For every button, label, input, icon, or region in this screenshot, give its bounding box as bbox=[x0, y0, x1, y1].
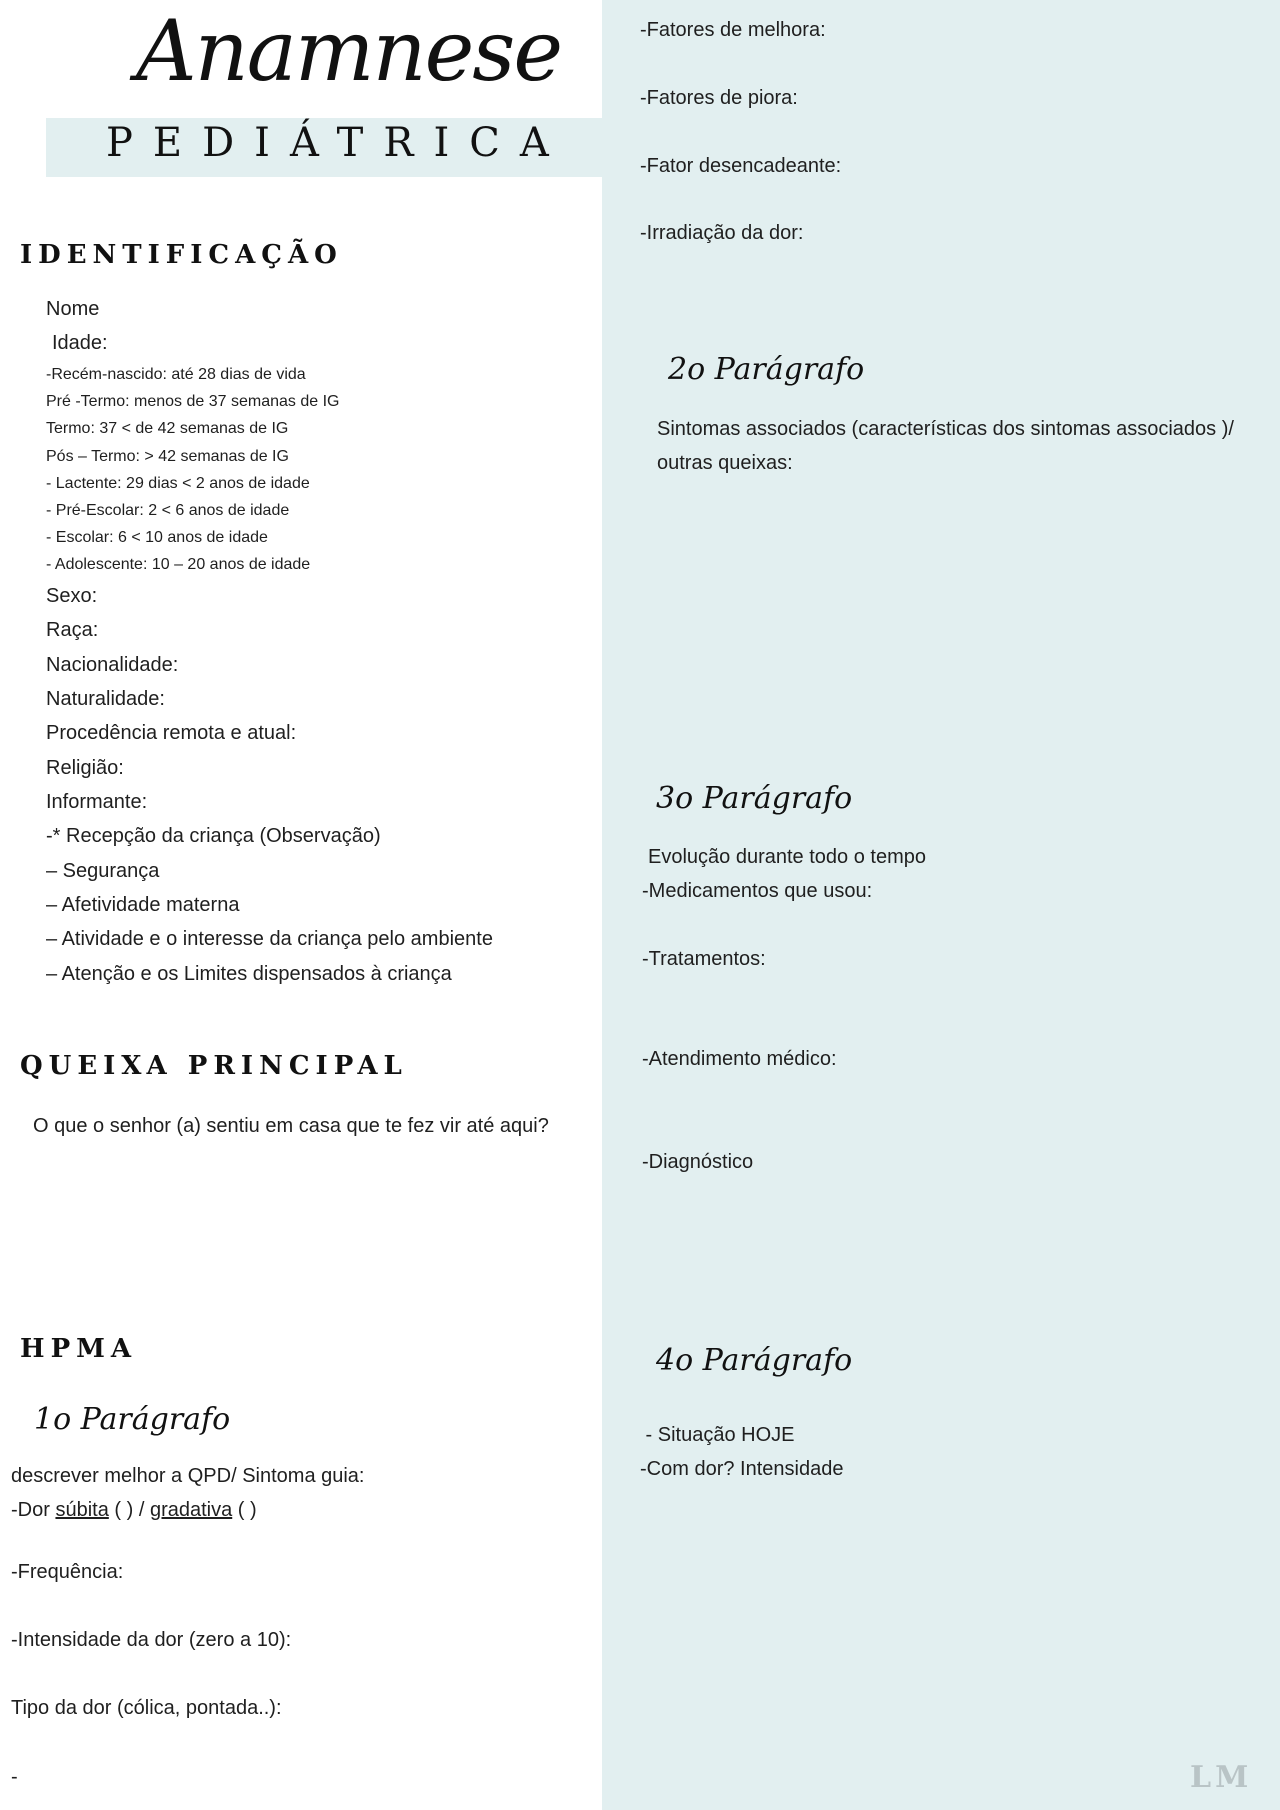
field-sexo: Sexo: bbox=[46, 585, 98, 607]
hpma-dash: - bbox=[11, 1766, 18, 1788]
observation-item: – Segurança bbox=[46, 860, 160, 882]
document-subtitle: PEDIÁTRICA bbox=[106, 120, 569, 166]
paragraph-3-heading: 3o Parágrafo bbox=[656, 781, 853, 816]
outras-queixas: outras queixas: bbox=[657, 452, 793, 474]
observation-item: – Afetividade materna bbox=[46, 894, 240, 916]
medicamentos: -Medicamentos que usou: bbox=[642, 880, 873, 902]
watermark-logo: LM bbox=[1190, 1760, 1253, 1795]
age-group-item: - Escolar: 6 < 10 anos de idade bbox=[46, 529, 268, 546]
hpma-frequencia: -Frequência: bbox=[11, 1561, 124, 1583]
dor-prefix: -Dor bbox=[11, 1499, 50, 1521]
field-raca: Raça: bbox=[46, 619, 99, 641]
field-idade: Idade: bbox=[52, 332, 108, 354]
age-group-item: - Lactente: 29 dias < 2 anos de idade bbox=[46, 475, 310, 492]
hpma-dor-options bbox=[11, 1499, 257, 1522]
atendimento-medico: -Atendimento médico: bbox=[642, 1048, 837, 1070]
field-procedencia: Procedência remota e atual: bbox=[46, 722, 297, 744]
fator-desencadeante: -Fator desencadeante: bbox=[640, 155, 842, 177]
right-panel-background bbox=[602, 0, 1280, 1810]
queixa-question: O que o senhor (a) sentiu em casa que te fez vir até aqui? bbox=[33, 1115, 549, 1137]
age-group-item: Pós – Termo: > 42 semanas de IG bbox=[46, 448, 289, 465]
paragraph-2-heading: 2o Parágrafo bbox=[668, 352, 865, 387]
age-group-item: - Adolescente: 10 – 20 anos de idade bbox=[46, 556, 311, 573]
dor-subita-checkbox: ( ) / bbox=[114, 1499, 145, 1521]
sintomas-associados: Sintomas associados (características dos sintomas associados )/ bbox=[657, 418, 1234, 440]
field-informante: Informante: bbox=[46, 791, 148, 813]
irradiacao-dor: -Irradiação da dor: bbox=[640, 222, 804, 244]
hpma-descrever: descrever melhor a QPD/ Sintoma guia: bbox=[11, 1465, 365, 1487]
diagnostico: -Diagnóstico bbox=[642, 1151, 754, 1173]
field-nome: Nome bbox=[46, 298, 100, 320]
paragraph-1-heading: 1o Parágrafo bbox=[34, 1402, 231, 1437]
section-title-identificacao: IDENTIFICAÇÃO bbox=[20, 240, 343, 270]
observation-item: – Atividade e o interesse da criança pelo ambiente bbox=[46, 928, 493, 950]
age-group-item: -Recém-nascido: até 28 dias de vida bbox=[46, 366, 306, 383]
fatores-piora: -Fatores de piora: bbox=[640, 87, 798, 109]
section-title-queixa-principal: QUEIXA PRINCIPAL bbox=[20, 1051, 408, 1081]
com-dor-intensidade: -Com dor? Intensidade bbox=[640, 1458, 844, 1480]
paragraph-4-heading: 4o Parágrafo bbox=[656, 1343, 853, 1378]
tratamentos: -Tratamentos: bbox=[642, 948, 766, 970]
hpma-intensidade: -Intensidade da dor (zero a 10): bbox=[11, 1629, 292, 1651]
document-title-script: Anamnese bbox=[136, 2, 562, 100]
evolucao: Evolução durante todo o tempo bbox=[648, 846, 926, 868]
dor-gradativa-option: gradativa bbox=[149, 1499, 233, 1521]
age-group-item: - Pré-Escolar: 2 < 6 anos de idade bbox=[46, 502, 290, 519]
dor-subita-option: súbita bbox=[55, 1499, 109, 1521]
age-group-item: Pré -Termo: menos de 37 semanas de IG bbox=[46, 393, 340, 410]
observation-item: -* Recepção da criança (Observação) bbox=[46, 825, 381, 847]
field-nacionalidade: Nacionalidade: bbox=[46, 654, 179, 676]
dor-gradativa-checkbox: ( ) bbox=[237, 1499, 257, 1521]
fatores-melhora: -Fatores de melhora: bbox=[640, 19, 826, 41]
section-title-hpma: HPMA bbox=[20, 1334, 138, 1364]
field-naturalidade: Naturalidade: bbox=[46, 688, 165, 710]
field-religiao: Religião: bbox=[46, 757, 124, 779]
situacao-hoje: - Situação HOJE bbox=[640, 1424, 795, 1446]
observation-item: – Atenção e os Limites dispensados à criança bbox=[46, 963, 452, 985]
age-group-item: Termo: 37 < de 42 semanas de IG bbox=[46, 420, 289, 437]
hpma-tipo: Tipo da dor (cólica, pontada..): bbox=[11, 1697, 282, 1719]
